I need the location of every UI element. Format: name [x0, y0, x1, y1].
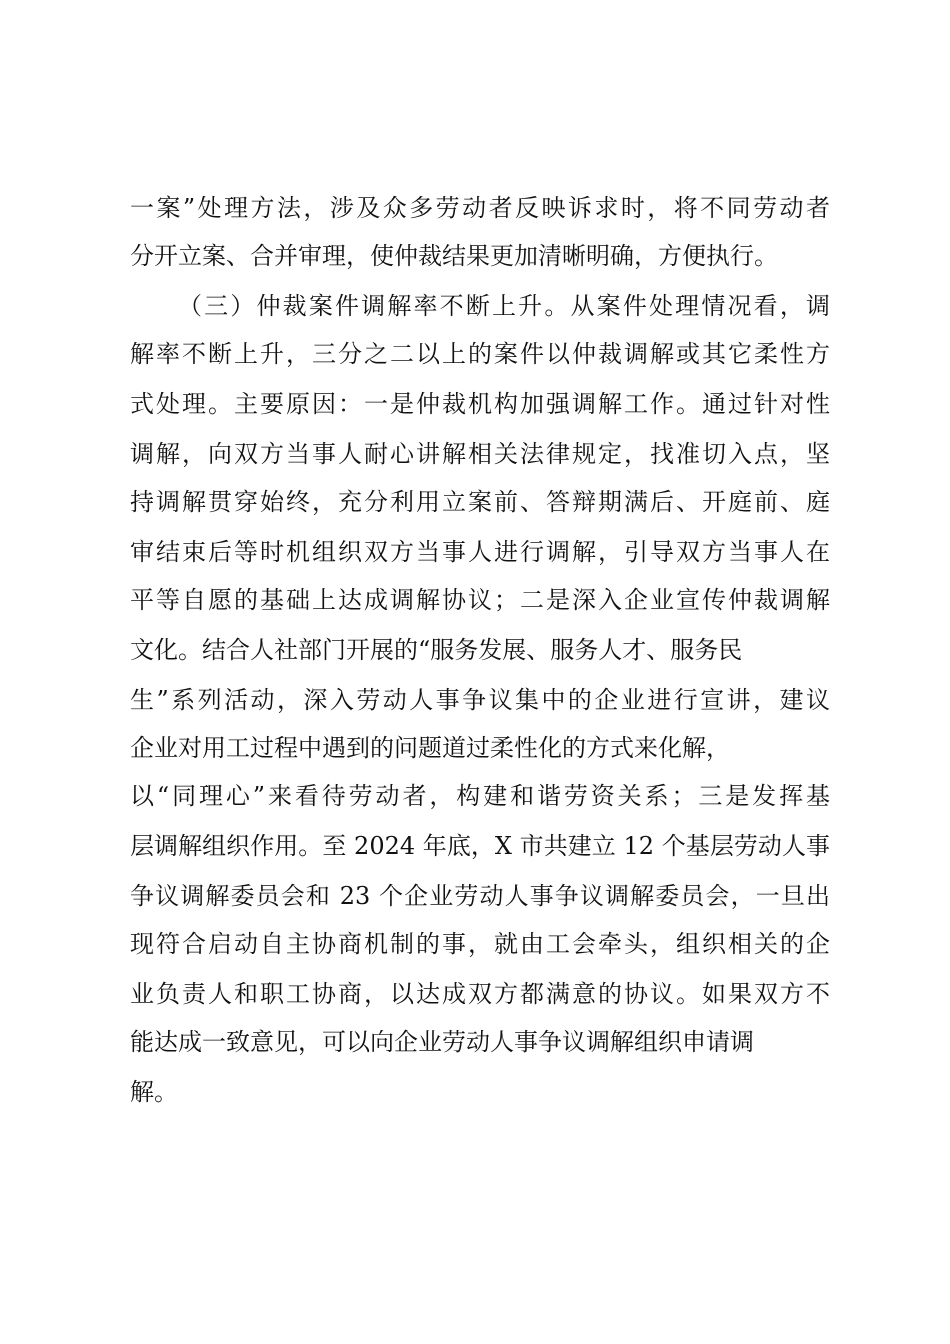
text-line-4: 解率不断上升，三分之二以上的案件以仲裁调解或其它柔性方	[130, 340, 830, 368]
text-line-11: 生”系列活动，深入劳动人事争议集中的企业进行宣讲，建议	[130, 686, 830, 714]
text-line-5: 式处理。主要原因：一是仲裁机构加强调解工作。通过针对性	[130, 390, 830, 418]
text-line-3: （三）仲裁案件调解率不断上升。从案件处理情况看，调	[178, 292, 830, 320]
text-line-12: 企业对用工过程中遇到的问题道过柔性化的方式来化解，	[130, 734, 730, 762]
text-line-14: 层调解组织作用。至 2024 年底，X 市共建立 12 个基层劳动人事	[130, 832, 830, 860]
text-line-16: 现符合启动自主协商机制的事，就由工会牵头，组织相关的企	[130, 930, 830, 958]
text-line-17: 业负责人和职工协商，以达成双方都满意的协议。如果双方不	[130, 980, 830, 1008]
text-line-15: 争议调解委员会和 23 个企业劳动人事争议调解委员会，一旦出	[130, 882, 830, 910]
text-line-2: 分开立案、合并审理，使仲裁结果更加清晰明确，方便执行。	[130, 242, 778, 270]
text-line-6: 调解，向双方当事人耐心讲解相关法律规定，找准切入点，坚	[130, 440, 830, 468]
text-line-7: 持调解贯穿始终，充分利用立案前、答辩期满后、开庭前、庭	[130, 488, 830, 516]
text-line-19: 解。	[130, 1078, 178, 1106]
text-line-13: 以“同理心”来看待劳动者，构建和谐劳资关系；三是发挥基	[130, 782, 830, 810]
text-line-18: 能达成一致意见，可以向企业劳动人事争议调解组织申请调	[130, 1028, 754, 1056]
text-line-10: 文化。结合人社部门开展的“服务发展、服务人才、服务民	[130, 636, 743, 664]
text-line-8: 审结束后等时机组织双方当事人进行调解，引导双方当事人在	[130, 538, 830, 566]
text-line-9: 平等自愿的基础上达成调解协议；二是深入企业宣传仲裁调解	[130, 586, 830, 614]
text-line-1: 一案”处理方法，涉及众多劳动者反映诉求时，将不同劳动者	[130, 194, 830, 222]
